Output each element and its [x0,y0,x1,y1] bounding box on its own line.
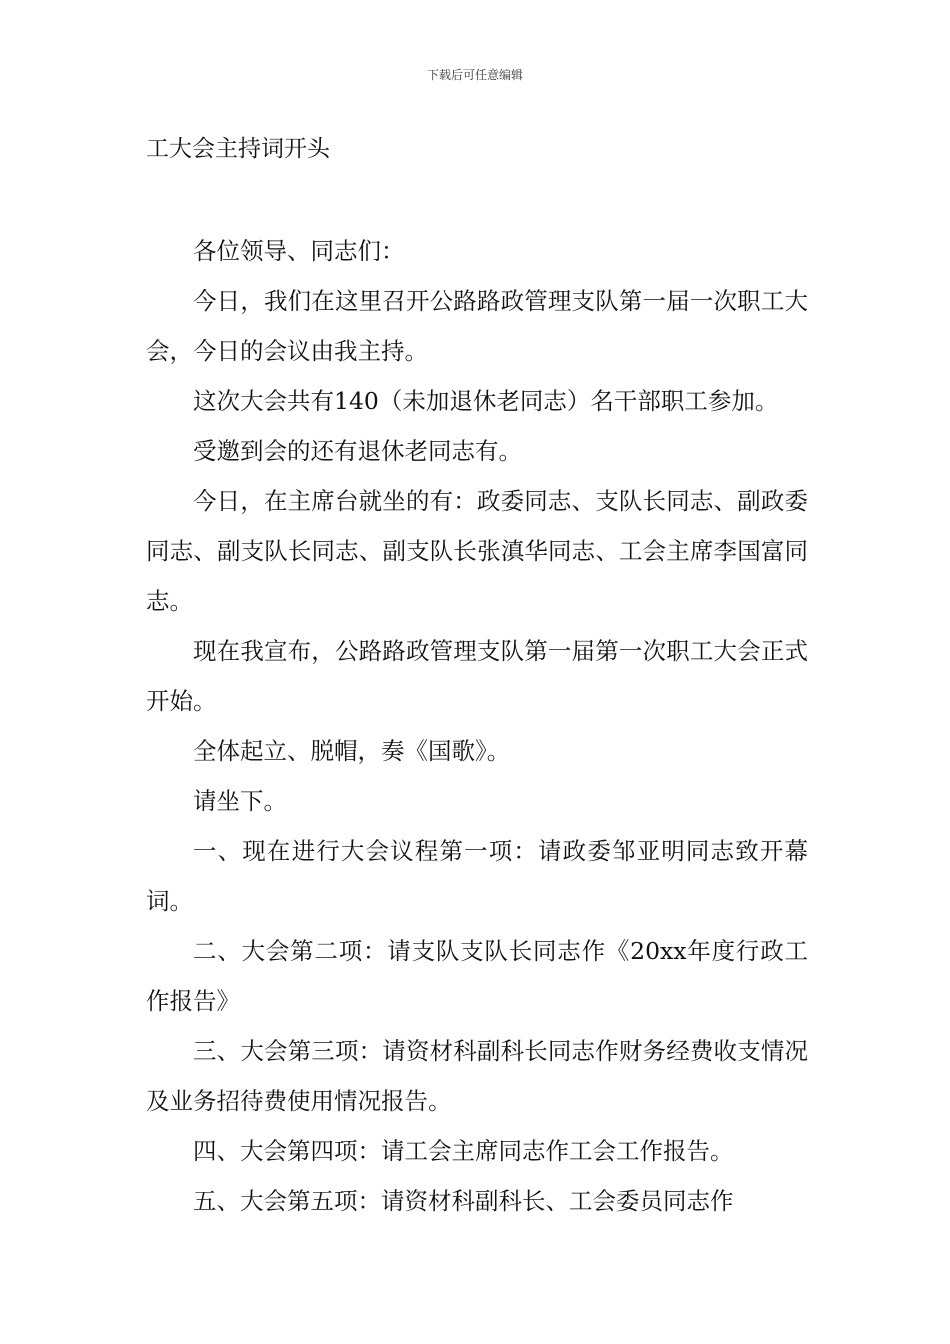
paragraph-agenda-item-1: 一、现在进行大会议程第一项：请政委邹亚明同志致开幕词。 [146,837,808,915]
paragraph-agenda-item-4: 四、大会第四项：请工会主席同志作工会工作报告。 [193,1137,734,1165]
paragraph-agenda-item-2: 二、大会第二项：请支队支队长同志作《20xx年度行政工作报告》 [146,937,808,1015]
paragraph-announcement: 现在我宣布，公路路政管理支队第一届第一次职工大会正式开始。 [146,637,808,715]
header-note: 下载后可任意编辑 [426,68,523,82]
paragraph-guests: 受邀到会的还有退休老同志有。 [193,437,522,465]
document-body [146,226,808,1226]
document-title: 工大会主持词开头 [146,136,330,162]
paragraph-sit-down: 请坐下。 [193,787,287,815]
paragraph-greeting: 各位领导、同志们： [193,237,405,265]
paragraph-agenda-item-3: 三、大会第三项：请资材科副科长同志作财务经费收支情况及业务招待费使用情况报告。 [146,1037,808,1115]
paragraph-anthem: 全体起立、脱帽，奏《国歌》。 [193,737,511,765]
paragraph-opening: 今日，我们在这里召开公路路政管理支队第一届一次职工大会，今日的会议由我主持。 [146,287,808,365]
paragraph-attendance: 这次大会共有140（未加退休老同志）名干部职工参加。 [193,387,779,415]
paragraph-rostrum: 今日，在主席台就坐的有：政委同志、支队长同志、副政委同志、副支队长同志、副支队长张滇华同志、工会主席李国富同志。 [146,487,808,615]
paragraph-agenda-item-5: 五、大会第五项：请资材科副科长、工会委员同志作 [193,1187,734,1215]
